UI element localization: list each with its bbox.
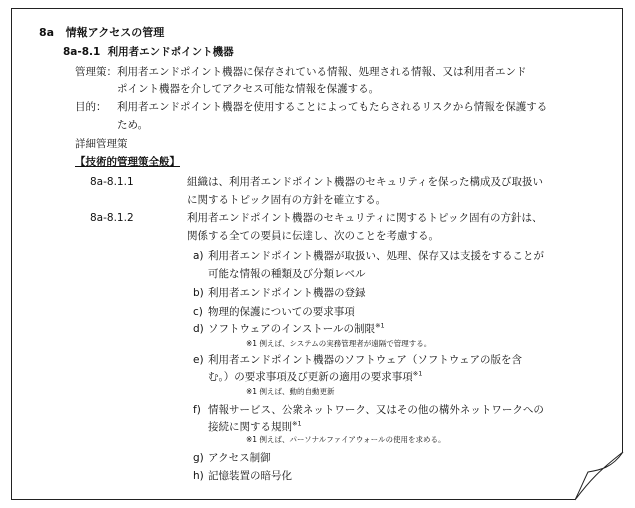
section-title: 情報アクセスの管理 — [65, 26, 165, 39]
item-code: 8a-8.1.2 — [90, 212, 134, 224]
sub-item-text — [208, 322, 385, 336]
sub-item-text — [208, 420, 302, 434]
purpose-label: 目的： — [75, 101, 107, 113]
sub-item-marker: f) — [193, 404, 201, 416]
item-text-line-2: に関するトピック固有の方針を確立する。 — [187, 194, 387, 206]
sub-item-text: 物理的保護についての要求事項 — [208, 306, 355, 318]
subsection-number: 8a-8.1 — [63, 46, 101, 58]
sub-item-text-main: 接続に関する規則 — [208, 421, 292, 433]
sub-item-text: 利用者エンドポイント機器のソフトウェア（ソフトウェアの版を含 — [208, 354, 522, 366]
section-heading — [39, 26, 164, 40]
sub-item-marker: g) — [193, 452, 204, 464]
sub-item-marker: d) — [193, 323, 204, 335]
item-code: 8a-8.1.1 — [90, 176, 134, 188]
control-line-2: ポイント機器を介してアクセス可能な情報を保護する。 — [117, 83, 380, 95]
footnote: ※1 例えば、動的自動更新 — [246, 387, 335, 396]
technical-heading: 【技術的管理策全般】 — [75, 156, 180, 168]
sub-item-marker: e) — [193, 354, 204, 366]
sub-item-text: 情報サービス、公衆ネットワーク、又はその他の構外ネットワークへの — [208, 404, 544, 416]
footnote: ※1 例えば、パーソナルファイアウォールの使用を求める。 — [246, 435, 446, 444]
footnote-ref: ※1 — [375, 321, 385, 330]
sub-item-marker: b) — [193, 287, 204, 299]
sub-item-text-main: ソフトウェアのインストールの制限 — [208, 323, 376, 335]
sub-item-marker: c) — [193, 306, 203, 318]
footnote-ref: ※1 — [292, 419, 302, 428]
item-text-line-1: 組織は、利用者エンドポイント機器のセキュリティを保った構成及び取扱い — [187, 176, 543, 188]
footnote-ref: ※1 — [412, 369, 423, 378]
sub-item-marker: h) — [193, 470, 204, 482]
sub-item-text: 記憶装置の暗号化 — [208, 470, 292, 482]
sub-item-text: 利用者エンドポイント機器の登録 — [208, 287, 366, 299]
control-line-1: 利用者エンドポイント機器に保存されている情報、処理される情報、又は利用者エンド — [117, 66, 527, 78]
purpose-line-1: 利用者エンドポイント機器を使用することによってもたらされるリスクから情報を保護する — [117, 101, 548, 113]
sub-item-marker: a) — [193, 250, 204, 262]
sub-item-text: アクセス制御 — [208, 452, 271, 464]
item-text-line-1: 利用者エンドポイント機器のセキュリティに関するトピック固有の方針は、 — [187, 212, 543, 224]
control-label: 管理策： — [75, 66, 117, 78]
sub-item-text-main: む。）の要求事項及び更新の適用の要求事項 — [208, 371, 413, 383]
purpose-line-2: ため。 — [117, 119, 149, 131]
subsection-heading — [63, 45, 234, 59]
section-number: 8a — [39, 26, 55, 39]
sub-item-text: 可能な情報の種類及び分類レベル — [208, 268, 366, 280]
item-text-line-2: 関係する全ての要員に伝達し、次のことを考慮する。 — [187, 230, 439, 242]
sub-item-text — [208, 370, 422, 384]
subsection-title: 利用者エンドポイント機器 — [107, 46, 234, 58]
footnote: ※1 例えば、システムの実務管理者が遠隔で管理する。 — [246, 339, 432, 348]
detail-heading: 詳細管理策 — [75, 138, 128, 150]
sub-item-text: 利用者エンドポイント機器が取扱い、処理、保存又は支援をすることが — [208, 250, 544, 262]
